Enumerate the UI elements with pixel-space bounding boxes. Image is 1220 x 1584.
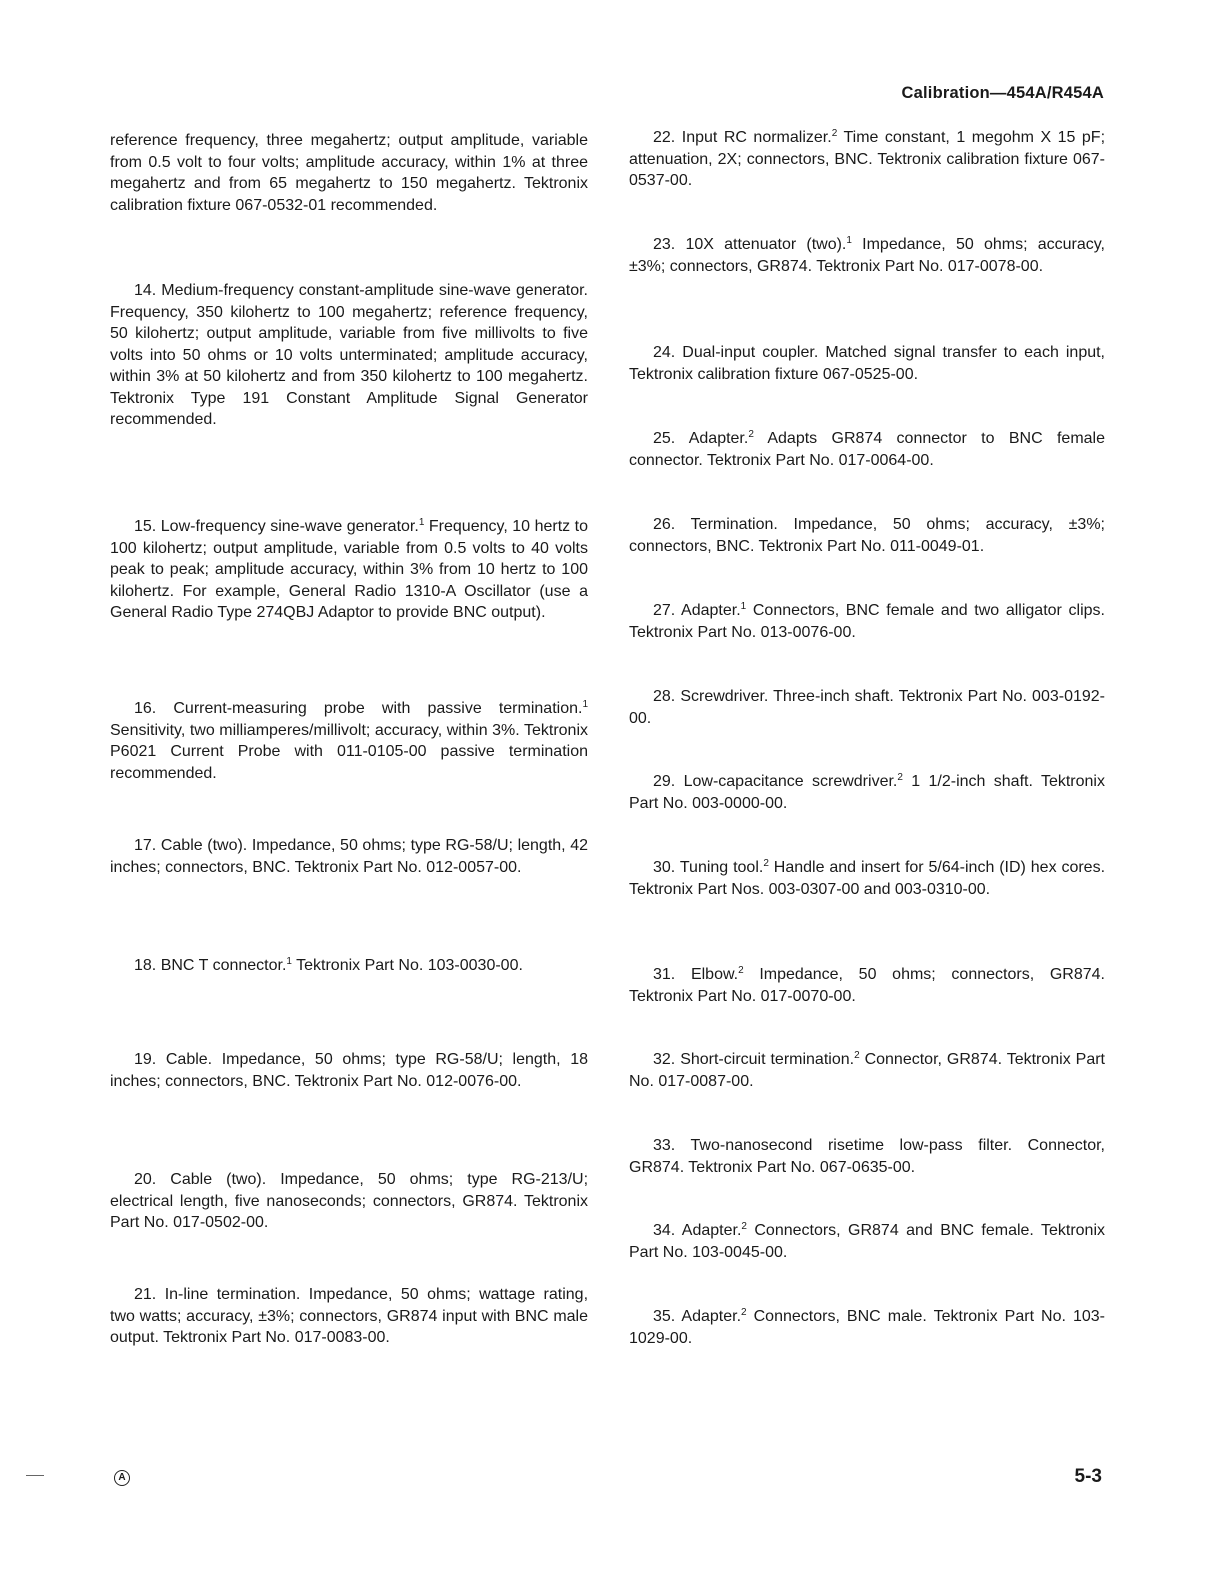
- equipment-item: [110, 1284, 588, 1349]
- item-name: Input RC normalizer.: [681, 129, 832, 146]
- equipment-item: [629, 127, 1105, 192]
- item-number: 27.: [653, 602, 676, 619]
- item-name: Current-measuring probe with passive termination.: [173, 700, 583, 717]
- item-description: Impedance, 50 ohms; type RG-58/U; length, 18 inches; connectors, BNC. Tektronix Part No. 012-0076-00.: [110, 1051, 588, 1090]
- footnote-marker: 2: [741, 1307, 747, 1318]
- equipment-item: [629, 771, 1105, 814]
- item-number: 33.: [653, 1137, 676, 1154]
- margin-mark: [26, 1475, 44, 1476]
- item-name: Two-nanosecond risetime low-pass filter.: [690, 1137, 1013, 1154]
- item-description: Connector, GR874. Tektronix Part No. 017-0087-00.: [629, 1051, 1105, 1090]
- item-name: Low-frequency sine-wave generator.: [160, 518, 419, 535]
- item-description: Frequency, 350 kilohertz to 100 megahertz; reference frequency, 50 kilohertz; output amplitude, variable from five millivolts to five volts into 50 ohms or 10 volts unterminated; amplitude accuracy, within 3% at 50 kilohertz and from 350 kilohertz to 100 megahertz. Tektronix Type 191 Constant Amplitude Signal Generator recommended.: [110, 303, 588, 428]
- item-number: 35.: [653, 1308, 676, 1325]
- equipment-item: [629, 514, 1105, 557]
- equipment-item: [629, 964, 1105, 1007]
- item-description: Matched signal transfer to each input, Tektronix calibration fixture 067-0525-00.: [629, 344, 1106, 383]
- item-description: reference frequency, three megahertz; output amplitude, variable from 0.5 volt to four volts; amplitude accuracy, within 1% at three megahertz and from 65 megahertz to 150 megahertz. Tektronix calibration fixture 067-0532-01 recommended.: [110, 132, 588, 214]
- item-name: Short-circuit termination.: [680, 1051, 855, 1068]
- item-number: 14.: [134, 282, 157, 299]
- item-name: BNC T connector.: [160, 957, 287, 974]
- item-number: 30.: [653, 859, 676, 876]
- item-number: 21.: [134, 1286, 157, 1303]
- equipment-item: [629, 1135, 1105, 1178]
- item-description: Connectors, BNC male. Tektronix Part No. 103-1029-00.: [629, 1308, 1106, 1347]
- item-name: Adapter.: [681, 1222, 742, 1239]
- item-name: 10X attenuator (two).: [685, 236, 847, 253]
- item-description: Adapts GR874 connector to BNC female connector. Tektronix Part No. 017-0064-00.: [629, 430, 1106, 469]
- item-name: Tuning tool.: [679, 859, 764, 876]
- item-name: Adapter.: [688, 430, 749, 447]
- revision-mark-icon: A: [114, 1470, 130, 1486]
- item-number: 23.: [653, 236, 676, 253]
- item-number: 19.: [134, 1051, 157, 1068]
- item-number: 28.: [653, 688, 676, 705]
- footnote-marker: 2: [854, 1050, 860, 1061]
- item-description: Connectors, BNC female and two alligator clips. Tektronix Part No. 013-0076-00.: [629, 602, 1105, 641]
- item-number: 32.: [653, 1051, 676, 1068]
- equipment-item: [629, 1049, 1105, 1092]
- footnote-marker: 1: [286, 956, 292, 967]
- item-number: 15.: [134, 518, 157, 535]
- equipment-item: [110, 280, 588, 431]
- item-number: 31.: [653, 966, 676, 983]
- item-description: Time constant, 1 megohm X 15 pF; attenuation, 2X; connectors, BNC. Tektronix calibration fixture 067-0537-00.: [629, 129, 1106, 189]
- footnote-marker: 2: [748, 429, 754, 440]
- equipment-item: [629, 234, 1105, 277]
- footnote-marker: 2: [763, 858, 769, 869]
- item-description: Impedance, 50 ohms; accuracy, ±3%; connectors, GR874. Tektronix Part No. 017-0078-00.: [629, 236, 1105, 275]
- equipment-item: [110, 835, 588, 878]
- item-name: In-line termination.: [164, 1286, 301, 1303]
- equipment-item: [110, 1049, 588, 1092]
- equipment-item: [629, 342, 1105, 385]
- item-description: Impedance, 50 ohms; type RG-213/U; electrical length, five nanoseconds; connectors, GR874. Tektronix Part No. 017-0502-00.: [110, 1171, 589, 1231]
- item-name: Termination.: [690, 516, 778, 533]
- item-name: Adapter.: [681, 1308, 742, 1325]
- item-number: 29.: [653, 773, 676, 790]
- item-description: Three-inch shaft. Tektronix Part No. 003-0192-00.: [629, 688, 1106, 727]
- item-description: Handle and insert for 5/64-inch (ID) hex cores. Tektronix Part Nos. 003-0307-00 and 003-0310-00.: [629, 859, 1106, 898]
- equipment-item: [629, 600, 1105, 643]
- item-name: Cable (two).: [170, 1171, 267, 1188]
- equipment-item: [629, 1220, 1105, 1263]
- item-number: 25.: [653, 430, 676, 447]
- equipment-item: [629, 1306, 1105, 1349]
- item-number: 22.: [653, 129, 676, 146]
- footnote-marker: 2: [831, 128, 838, 139]
- equipment-item: [110, 955, 588, 977]
- equipment-item: [629, 857, 1105, 900]
- equipment-item: [110, 516, 588, 624]
- equipment-item: [110, 698, 588, 784]
- item-description: Impedance, 50 ohms; accuracy, ±3%; connectors, BNC. Tektronix Part No. 011-0049-01.: [629, 516, 1105, 555]
- footnote-marker: 1: [582, 699, 588, 710]
- footnote-marker: 2: [741, 1221, 747, 1232]
- footnote-marker: 1: [418, 517, 425, 528]
- item-number: 16.: [134, 700, 157, 717]
- item-number: 20.: [134, 1171, 157, 1188]
- item-description: Connectors, GR874 and BNC female. Tektronix Part No. 103-0045-00.: [629, 1222, 1106, 1261]
- item-number: 18.: [134, 957, 157, 974]
- item-description: 1 1/2-inch shaft. Tektronix Part No. 003-0000-00.: [629, 773, 1105, 812]
- page-header-title: Calibration—454A/R454A: [901, 84, 1104, 102]
- item-name: Medium-frequency constant-amplitude sine-wave generator.: [161, 282, 588, 299]
- item-number: 24.: [653, 344, 676, 361]
- item-number: 34.: [653, 1222, 676, 1239]
- page-number: 5-3: [1074, 1466, 1102, 1487]
- item-number: 17.: [134, 837, 157, 854]
- item-number: 26.: [653, 516, 676, 533]
- item-description: Impedance, 50 ohms; wattage rating, two watts; accuracy, ±3%; connectors, GR874 input with BNC male output. Tektronix Part No. 017-0083-00.: [110, 1286, 589, 1346]
- footnote-marker: 1: [846, 235, 852, 246]
- equipment-item: [629, 428, 1105, 471]
- footnote-marker: 2: [897, 772, 903, 783]
- item-description: Frequency, 10 hertz to 100 kilohertz; output amplitude, variable from 0.5 volts to 40 volts peak to peak; amplitude accuracy, within 3% from 10 hertz to 100 kilohertz. For example, General Radio 1310-A Oscillator (use a General Radio Type 274QBJ Adaptor to provide BNC output).: [110, 518, 588, 621]
- footnote-marker: 1: [740, 601, 747, 612]
- item-name: Elbow.: [690, 966, 739, 983]
- item-description: Tektronix Part No. 103-0030-00.: [296, 957, 523, 974]
- item-name: Low-capacitance screwdriver.: [683, 773, 898, 790]
- footnote-marker: 2: [738, 965, 744, 976]
- equipment-item: [629, 686, 1105, 729]
- item-name: Screwdriver.: [680, 688, 769, 705]
- item-description: Sensitivity, two milliamperes/millivolt; accuracy, within 3%. Tektronix P6021 Current Probe with 011-0105-00 passive termination recommended.: [110, 721, 588, 782]
- equipment-item: [110, 130, 588, 216]
- equipment-item: [110, 1169, 588, 1234]
- item-name: Cable (two).: [160, 837, 248, 854]
- item-description: Impedance, 50 ohms; type RG-58/U; length, 42 inches; connectors, BNC. Tektronix Part No. 012-0057-00.: [110, 837, 589, 876]
- item-description: Impedance, 50 ohms; connectors, GR874. Tektronix Part No. 017-0070-00.: [629, 966, 1105, 1005]
- item-name: Cable.: [165, 1051, 213, 1068]
- item-name: Adapter.: [681, 602, 741, 619]
- item-name: Dual-input coupler.: [682, 344, 819, 361]
- item-description: Connector, GR874. Tektronix Part No. 067-0635-00.: [629, 1137, 1105, 1176]
